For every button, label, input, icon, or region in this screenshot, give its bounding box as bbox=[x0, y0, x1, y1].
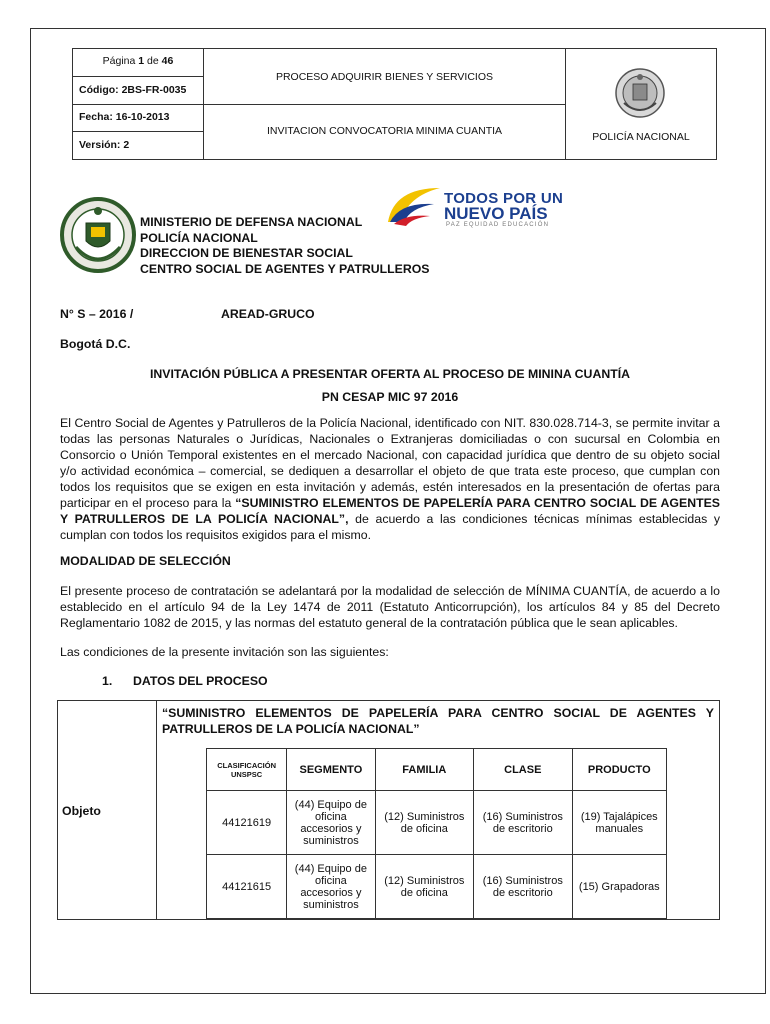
slogan-logo bbox=[384, 182, 584, 234]
col-header-unspsc: CLASIFICACIÓN UNSPSC bbox=[207, 749, 287, 791]
process-title: PROCESO ADQUIRIR BIENES Y SERVICIOS bbox=[275, 71, 494, 83]
page-label: Página bbox=[102, 55, 136, 67]
institution-direction: DIRECCION DE BIENESTAR SOCIAL bbox=[140, 246, 353, 260]
cell-clase: (16) Suministros de escritorio bbox=[474, 791, 572, 855]
page-of: de bbox=[147, 55, 159, 67]
cell-unspsc: 44121615 bbox=[207, 855, 287, 919]
document-version: Versión: 2 bbox=[79, 139, 130, 151]
object-title: “SUMINISTRO ELEMENTOS DE PAPELERÍA PARA CENTRO SOCIAL DE AGENTES Y PATRULLEROS DE LA POLICÍA NACIONAL” bbox=[162, 706, 714, 736]
col-header-familia: FAMILIA bbox=[375, 749, 473, 791]
flag-swoosh-icon bbox=[384, 182, 444, 230]
unspsc-table bbox=[206, 748, 667, 919]
institution-ministry: MINISTERIO DE DEFENSA NACIONAL bbox=[140, 215, 363, 229]
modalidad-heading: MODALIDAD DE SELECCIÓN bbox=[60, 554, 231, 568]
cell-familia: (12) Suministros de oficina bbox=[375, 855, 473, 919]
police-seal-small-icon bbox=[614, 67, 666, 119]
modalidad-paragraph: El presente proceso de contratación se adelantará por la modalidad de selección de MÍNIMA CUANTÍA, de acuerdo a lo establecido en el artículo 94 de la Ley 1474 de 2011 (Estatuto Anticorrupción), los artículos 84 y 85 del Decreto Reglamentario 1082 de 2015, y las normas del estatuto general de la contratación pública que le sean aplicables. bbox=[60, 584, 720, 630]
intro-object-highlight: “SUMINISTRO ELEMENTOS DE PAPELERÍA PARA CENTRO SOCIAL DE AGENTES Y PATRULLEROS DE LA POLICÍA NACIONAL”, bbox=[60, 496, 720, 526]
page-total: 46 bbox=[161, 55, 174, 67]
cell-familia: (12) Suministros de oficina bbox=[375, 791, 473, 855]
cell-unspsc: 44121619 bbox=[207, 791, 287, 855]
reference-number: N° S – 2016 / bbox=[60, 307, 134, 321]
document-header-table bbox=[72, 48, 717, 160]
process-code: PN CESAP MIC 97 2016 bbox=[321, 390, 459, 404]
invitation-type: INVITACION CONVOCATORIA MINIMA CUANTIA bbox=[266, 125, 503, 137]
header-meta-column bbox=[73, 49, 204, 159]
col-header-producto: PRODUCTO bbox=[572, 749, 666, 791]
cell-producto: (15) Grapadoras bbox=[572, 855, 666, 919]
conditions-intro: Las condiciones de la presente invitación son las siguientes: bbox=[60, 645, 389, 659]
reference-area: AREAD-GRUCO bbox=[221, 307, 315, 321]
invitation-title: INVITACIÓN PÚBLICA A PRESENTAR OFERTA AL PROCESO DE MININA CUANTÍA bbox=[149, 367, 631, 381]
cell-segmento: (44) Equipo de oficina accesorios y suministros bbox=[287, 791, 375, 855]
institution-police: POLICÍA NACIONAL bbox=[140, 230, 258, 245]
slogan-line2: NUEVO PAÍS bbox=[444, 204, 548, 223]
entity-name: POLICÍA NACIONAL bbox=[592, 131, 690, 143]
city: Bogotá D.C. bbox=[60, 337, 131, 351]
cell-producto: (19) Tajalápices manuales bbox=[572, 791, 666, 855]
header-logo-column bbox=[566, 49, 716, 159]
slogan-line3: PAZ EQUIDAD EDUCACIÓN bbox=[446, 222, 550, 228]
unspsc-header-row bbox=[207, 749, 667, 791]
header-title-column bbox=[204, 49, 566, 159]
document-date: Fecha: 16-10-2013 bbox=[79, 111, 170, 123]
section-heading: DATOS DEL PROCESO bbox=[133, 674, 268, 688]
col-header-clase: CLASE bbox=[474, 749, 572, 791]
table-row bbox=[207, 855, 667, 919]
intro-paragraph bbox=[60, 415, 720, 543]
object-label-cell bbox=[58, 701, 157, 919]
page-number: 1 bbox=[138, 55, 145, 67]
cell-segmento: (44) Equipo de oficina accesorios y suministros bbox=[287, 855, 375, 919]
intro-text: El Centro Social de Agentes y Patrulleros de la Policía Nacional, identificado con NIT. 830.028.714-3, se permite invitar a todas las personas Naturales o Jurídicas, Nacionales o Extranjeras domiciliadas o con sucursal en Colombia en Consorcio o Unión Temporal existentes en el mercado Nacional, con capacidad jurídica que dentro de su objeto social y/o actividad económica – comercial, se dediquen a desarrollar el objeto de que trata este proceso, que cumplan con todos los requisitos que se exigen en esta invitación y además, estén interesados en la presentación de ofertas para participar en el proceso para la bbox=[60, 416, 720, 510]
intro-text-end: de acuerdo a las condiciones técnicas mínimas establecidas y cumplan con todos los requisitos exigidos para el mismo. bbox=[60, 512, 721, 542]
table-row bbox=[207, 791, 667, 855]
page-counter bbox=[73, 55, 203, 67]
slogan-line1: TODOS POR UN bbox=[444, 190, 564, 207]
col-header-segmento: SEGMENTO bbox=[287, 749, 375, 791]
institution-center: CENTRO SOCIAL DE AGENTES Y PATRULLEROS bbox=[140, 261, 430, 276]
section-number: 1. bbox=[102, 674, 113, 688]
police-seal-icon bbox=[60, 195, 136, 275]
cell-clase: (16) Suministros de escritorio bbox=[474, 855, 572, 919]
document-code: Código: 2BS-FR-0035 bbox=[79, 84, 187, 96]
object-label: Objeto bbox=[62, 804, 101, 818]
